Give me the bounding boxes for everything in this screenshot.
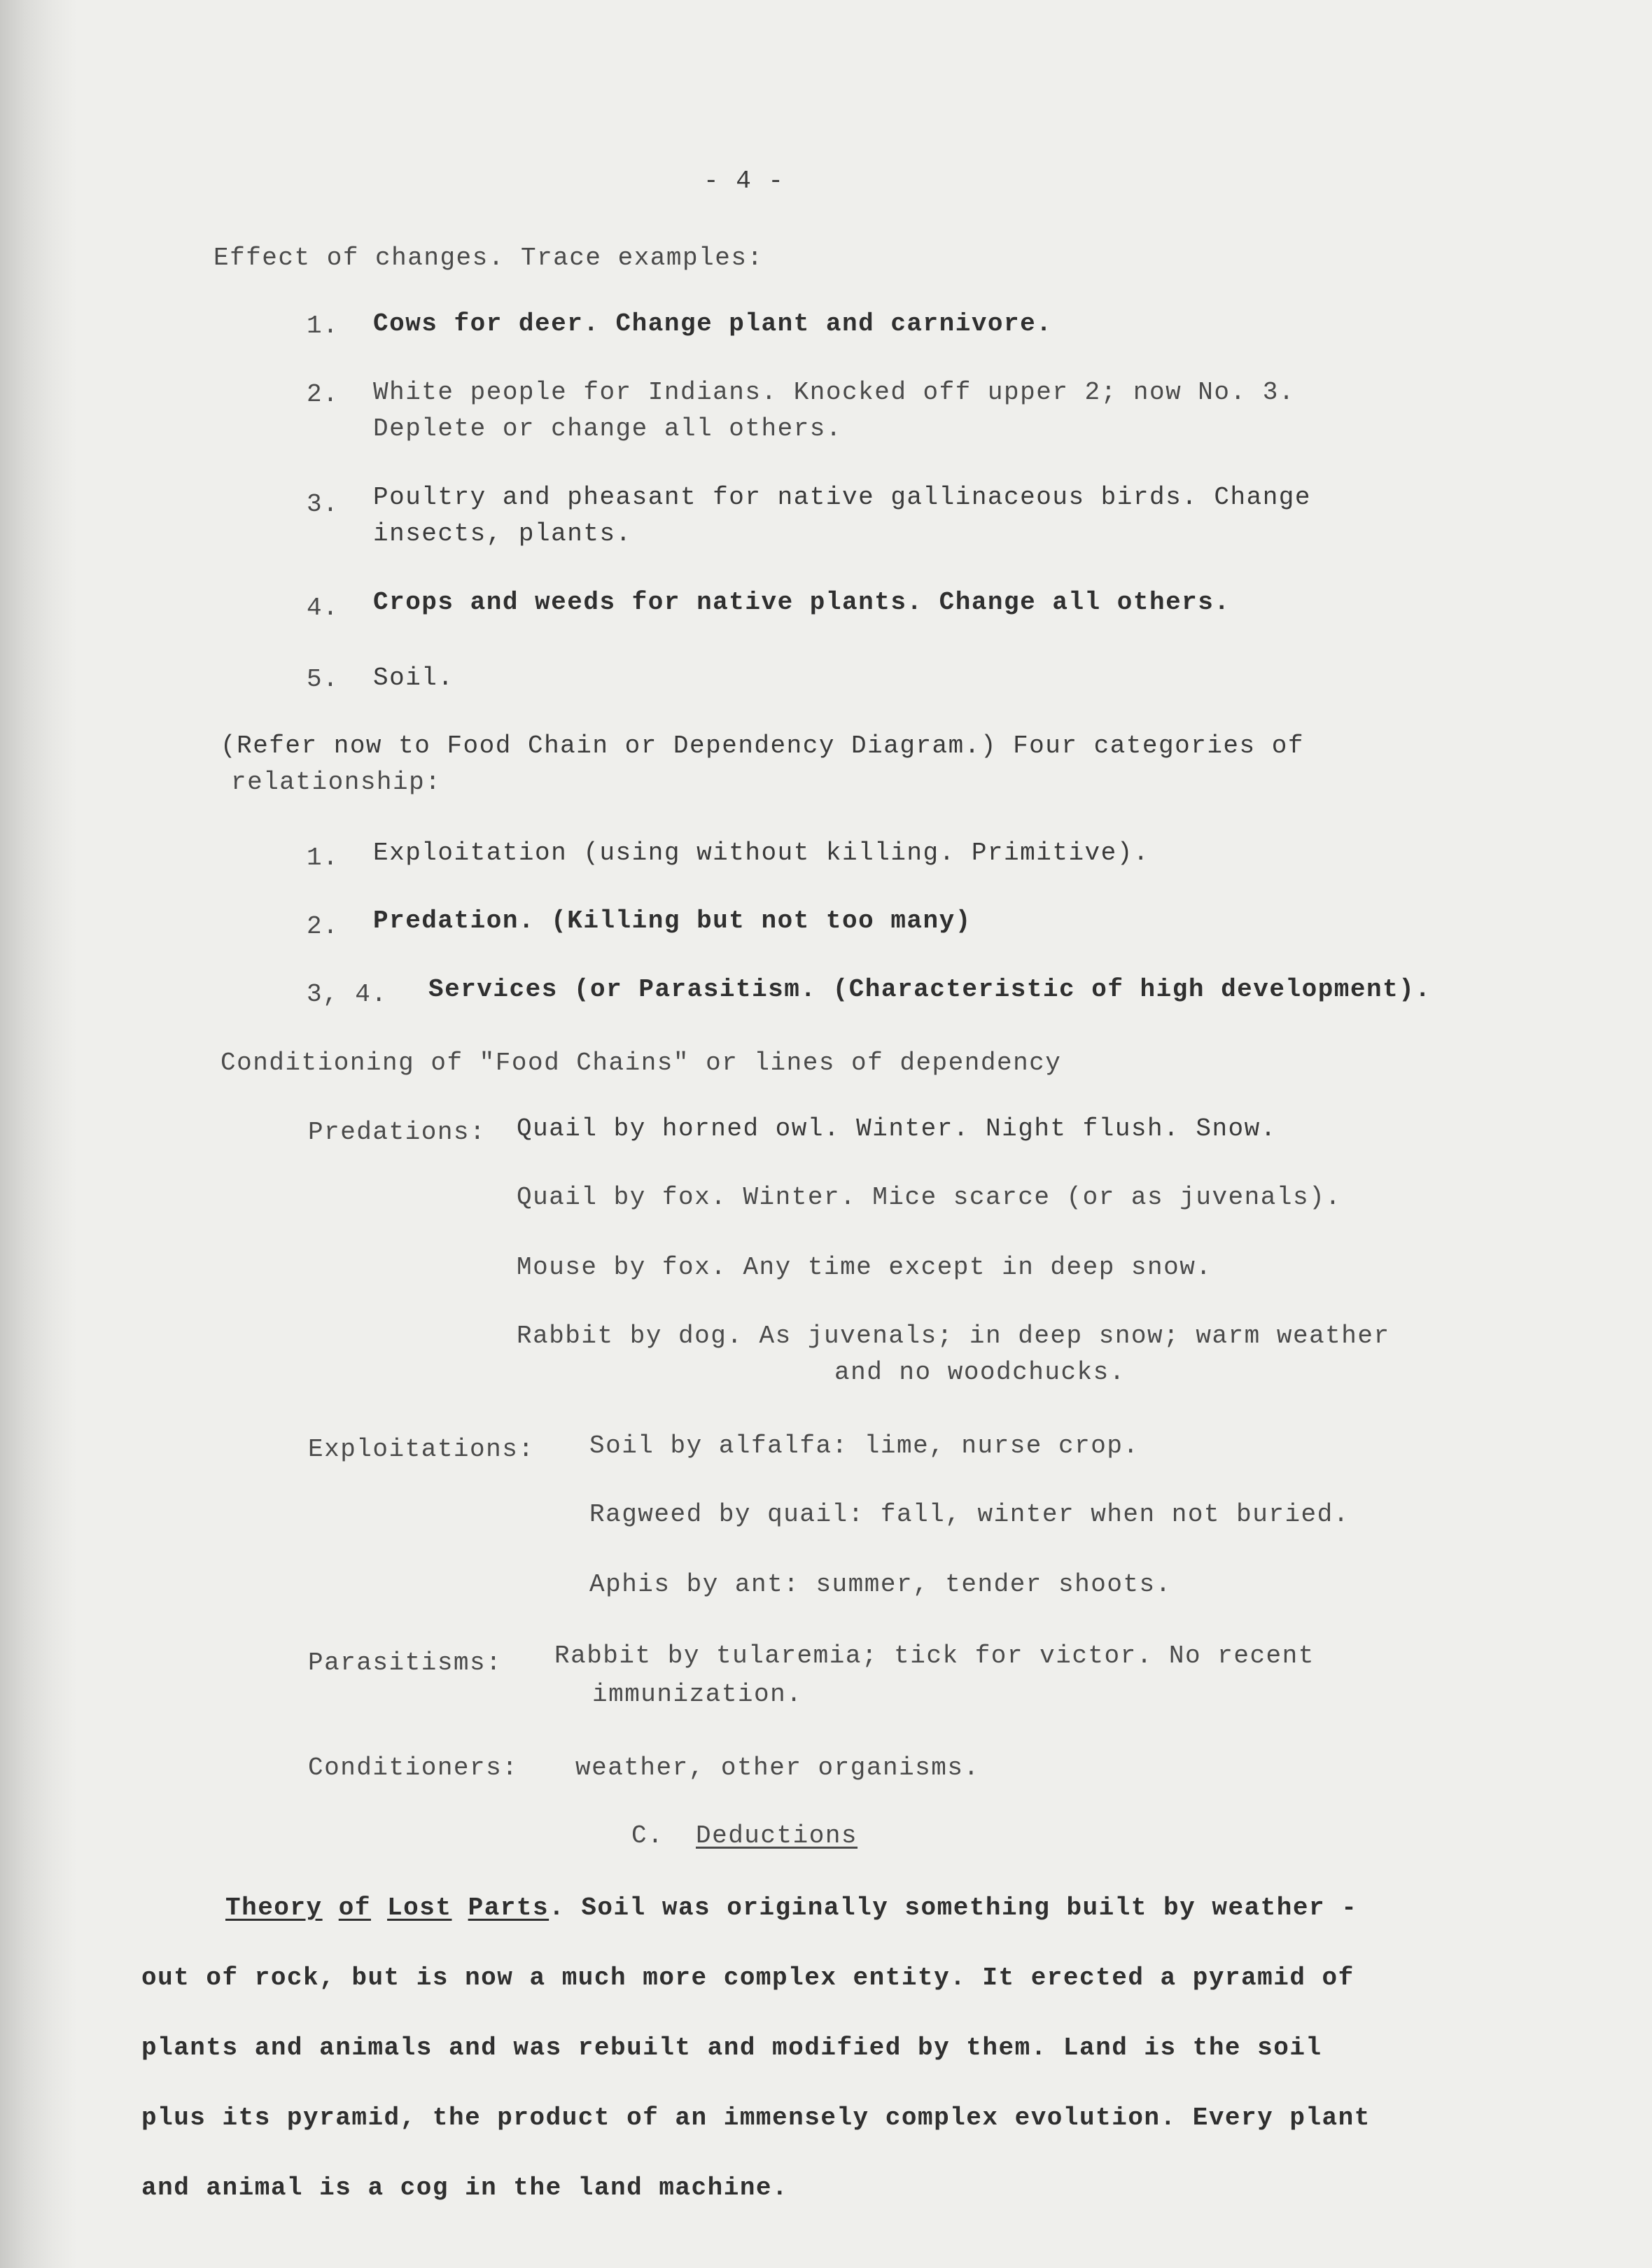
effect-item-5-number: 5.: [307, 665, 340, 694]
theory-line-2: out of rock, but is now a much more complex entity. It erected a pyramid of: [141, 1963, 1354, 1992]
section-letter: C.: [631, 1821, 664, 1850]
conditioners-text: weather, other organisms.: [575, 1754, 980, 1782]
relationship-item-1-number: 1.: [307, 844, 340, 872]
exploitations-label: Exploitations:: [308, 1435, 535, 1464]
refer-line-1: (Refer now to Food Chain or Dependency Diagram.) Four categories of: [220, 732, 1304, 760]
predation-line-3: Mouse by fox. Any time except in deep snow.: [517, 1253, 1212, 1282]
conditioners-label: Conditioners:: [308, 1754, 519, 1782]
relationship-item-1-text: Exploitation (using without killing. Primitive).: [373, 839, 1149, 867]
theory-first-line: [225, 1893, 1357, 1922]
effect-item-5-text: Soil.: [373, 664, 454, 692]
relationship-item-2-text: Predation. (Killing but not too many): [373, 906, 972, 935]
effect-item-2-number: 2.: [307, 380, 340, 409]
effect-item-3-number: 3.: [307, 490, 340, 519]
section-title: Deductions: [696, 1821, 858, 1850]
parasitism-line-2: immunization.: [592, 1680, 803, 1709]
relationship-item-3-number: 3, 4.: [307, 980, 388, 1009]
theory-word-1: Theory: [225, 1893, 323, 1922]
effect-item-1-text: Cows for deer. Change plant and carnivore.: [373, 309, 1053, 338]
exploitation-line-2: Ragweed by quail: fall, winter when not buried.: [589, 1500, 1350, 1529]
refer-line-2: relationship:: [231, 768, 442, 797]
theory-word-4: Parts: [468, 1893, 550, 1922]
predation-line-2: Quail by fox. Winter. Mice scarce (or as juvenals).: [517, 1183, 1342, 1212]
effect-item-4-number: 4.: [307, 594, 340, 622]
theory-first-line-rest: . Soil was originally something built by weather -: [549, 1893, 1358, 1922]
theory-line-4: plus its pyramid, the product of an immensely complex evolution. Every plant: [141, 2104, 1371, 2132]
relationship-item-2-number: 2.: [307, 912, 340, 941]
predations-label: Predations:: [308, 1118, 486, 1147]
conditioning-heading: Conditioning of "Food Chains" or lines of dependency: [220, 1049, 1062, 1077]
theory-word-3: Lost: [387, 1893, 452, 1922]
parasitisms-label: Parasitisms:: [308, 1648, 503, 1677]
relationship-item-3-text: Services (or Parasitism. (Characteristic of high development).: [428, 975, 1432, 1004]
exploitation-line-3: Aphis by ant: summer, tender shoots.: [589, 1570, 1172, 1599]
predation-line-5: and no woodchucks.: [834, 1358, 1126, 1387]
effect-item-3-text-line-2: insects, plants.: [373, 519, 632, 548]
theory-line-3: plants and animals and was rebuilt and modified by them. Land is the soil: [141, 2033, 1322, 2062]
effect-item-2-text-line-2: Deplete or change all others.: [373, 414, 843, 443]
effect-item-2-text-line-1: White people for Indians. Knocked off upper 2; now No. 3.: [373, 378, 1295, 407]
theory-line-5: and animal is a cog in the land machine.: [141, 2174, 789, 2202]
exploitation-line-1: Soil by alfalfa: lime, nurse crop.: [589, 1432, 1140, 1460]
page-number: - 4 -: [704, 167, 785, 195]
effect-item-1-number: 1.: [307, 312, 340, 340]
parasitism-line-1: Rabbit by tularemia; tick for victor. No recent: [554, 1642, 1315, 1670]
effect-heading: Effect of changes. Trace examples:: [214, 244, 764, 272]
predation-line-4: Rabbit by dog. As juvenals; in deep snow; warm weather: [517, 1322, 1390, 1350]
theory-word-2: of: [338, 1893, 371, 1922]
effect-item-3-text-line-1: Poultry and pheasant for native gallinaceous birds. Change: [373, 483, 1312, 512]
effect-item-4-text: Crops and weeds for native plants. Change all others.: [373, 588, 1231, 617]
predation-line-1: Quail by horned owl. Winter. Night flush. Snow.: [517, 1114, 1277, 1143]
